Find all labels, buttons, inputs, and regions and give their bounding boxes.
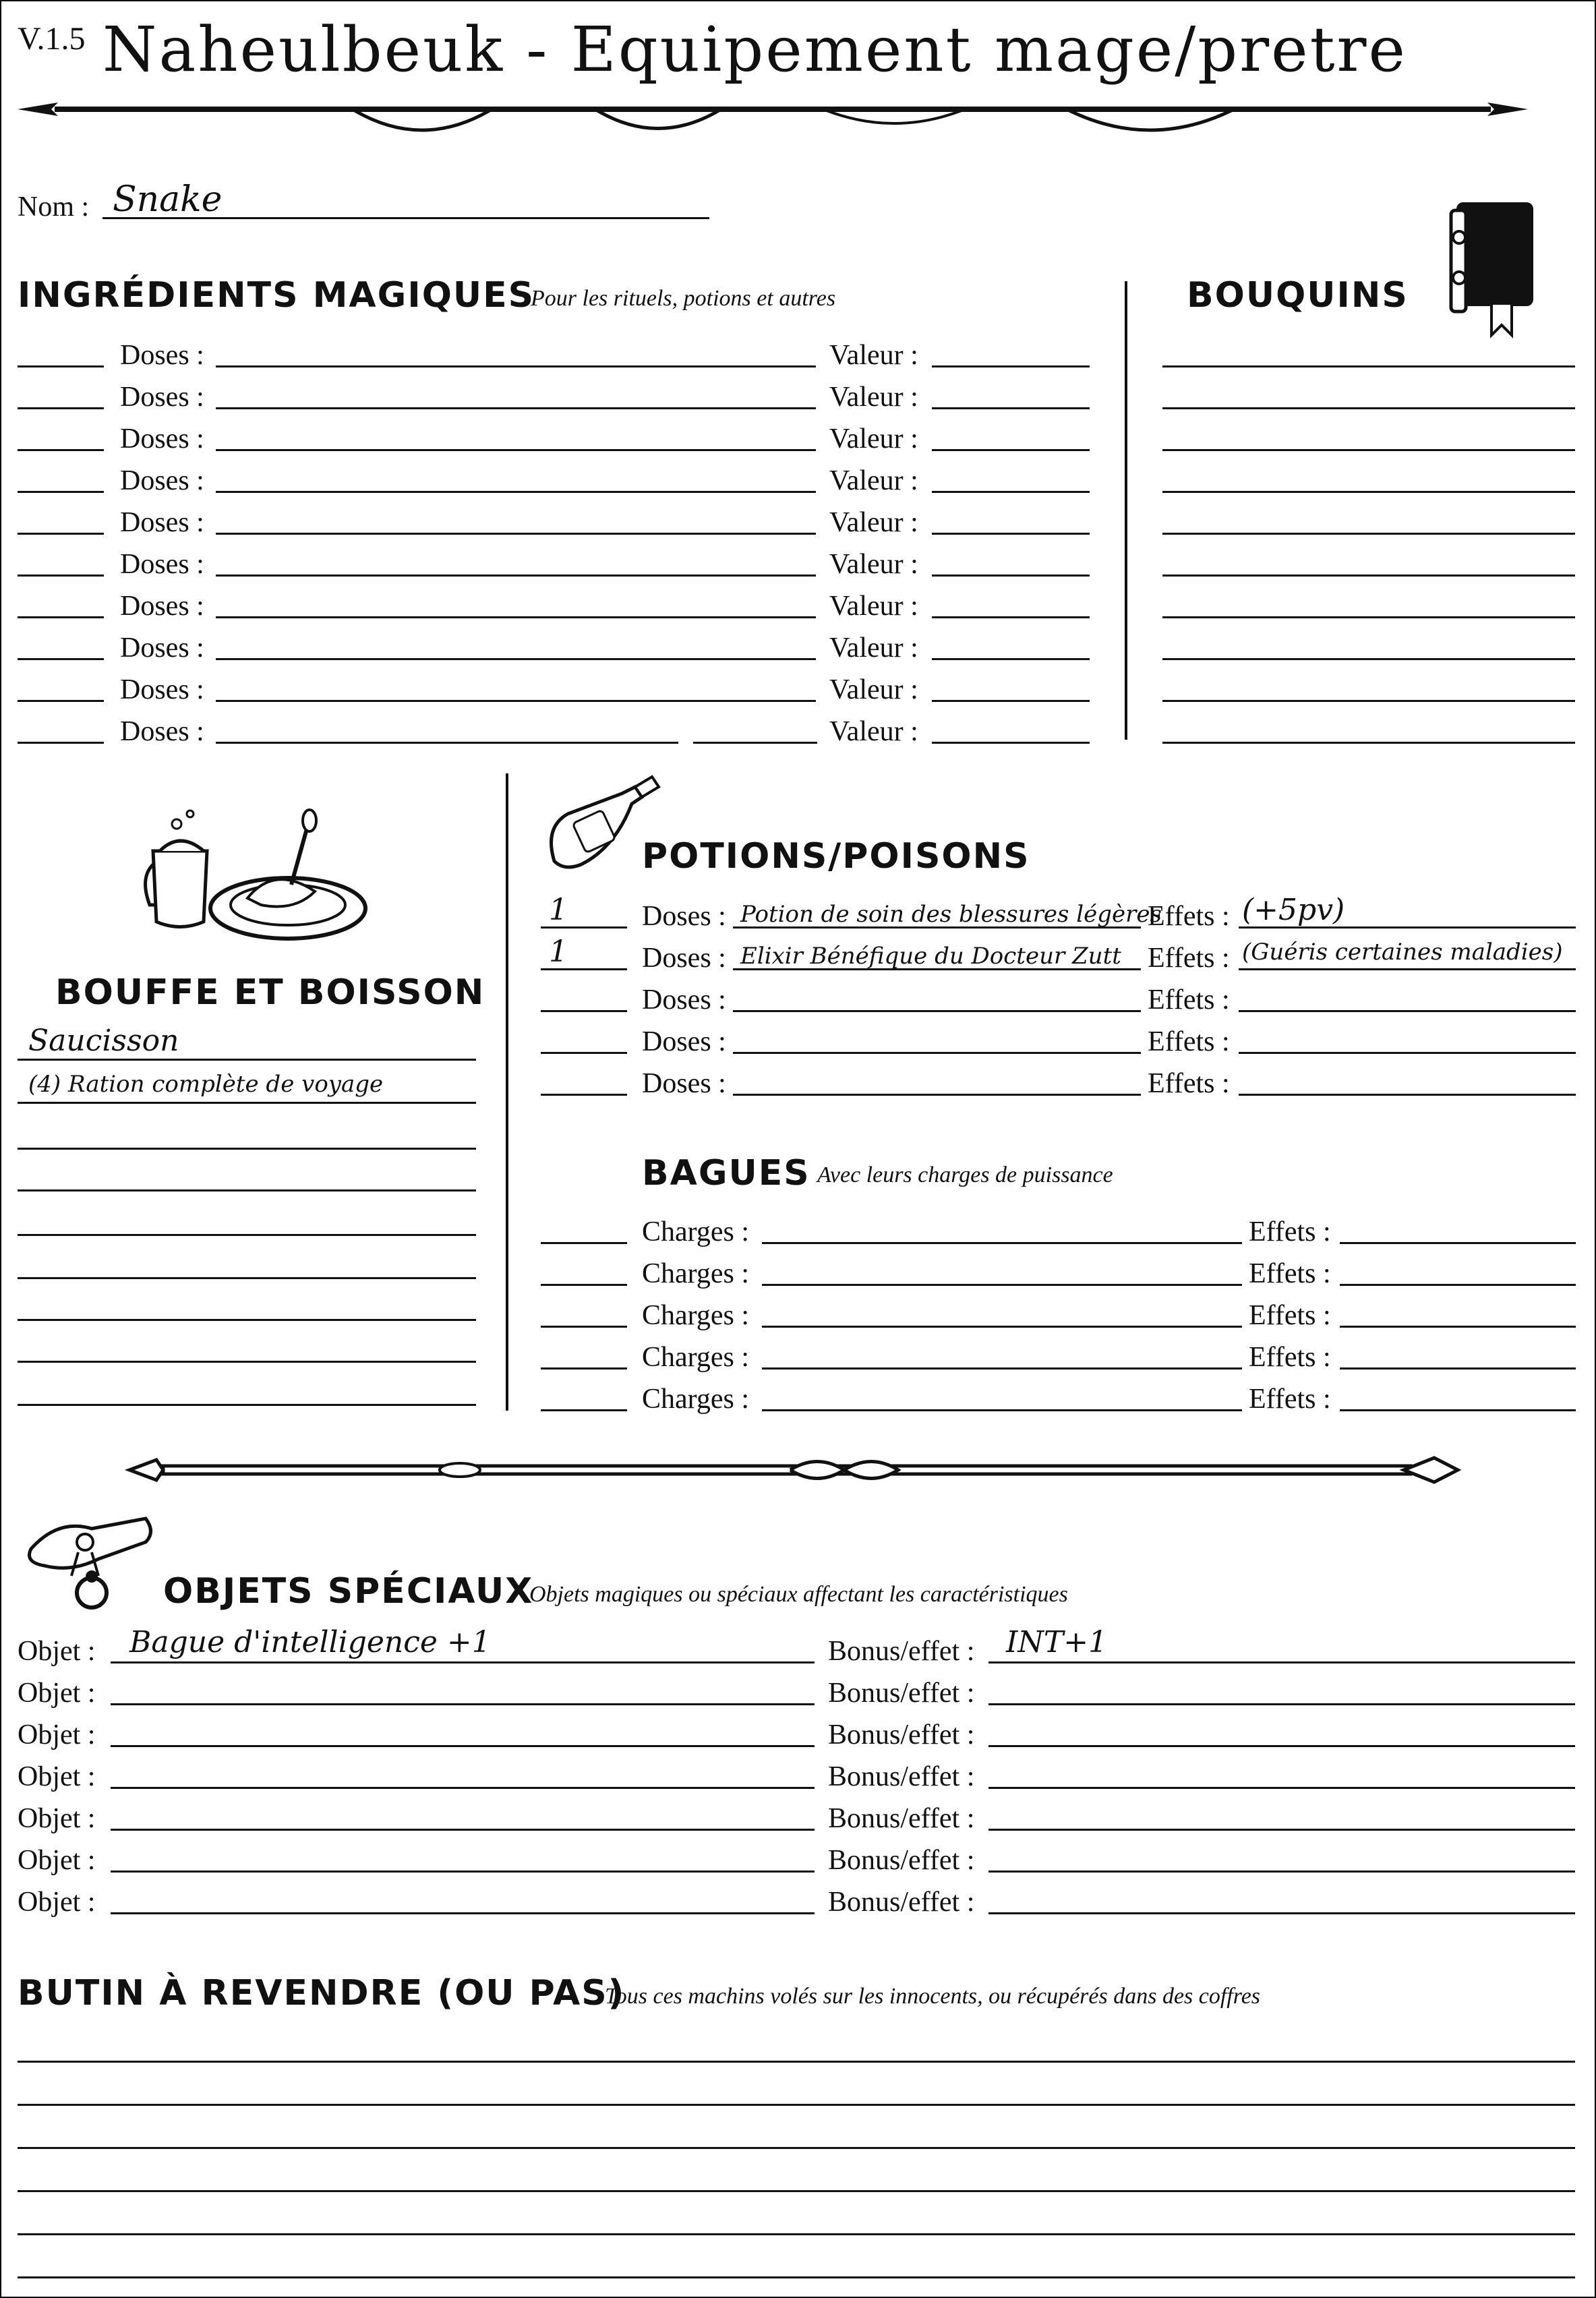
bague-qty-line[interactable]: [541, 1409, 627, 1411]
bouffe-line[interactable]: [18, 1319, 476, 1321]
bouffe-line[interactable]: [18, 1148, 476, 1150]
ingredient-name-line[interactable]: [216, 407, 816, 409]
ingredient-value-line[interactable]: [932, 658, 1090, 660]
bague-effect-line[interactable]: [1340, 1409, 1576, 1411]
doses-label: Doses :: [642, 943, 726, 974]
bonus-label: Bonus/effet :: [828, 1761, 975, 1792]
doses-label: Doses :: [120, 549, 204, 580]
ingredient-name-line[interactable]: [216, 365, 816, 367]
bouffe-entry[interactable]: (4) Ration complète de voyage: [28, 1071, 384, 1098]
valeur-label: Valeur :: [829, 549, 918, 580]
doses-label: Doses :: [642, 1068, 726, 1099]
valeur-label: Valeur :: [829, 591, 918, 622]
doses-label: Doses :: [642, 1026, 726, 1057]
name-label: Nom :: [18, 192, 90, 223]
ingredient-value-line[interactable]: [932, 449, 1090, 451]
objet-label: Objet :: [18, 1803, 96, 1834]
potion-name-line[interactable]: [733, 968, 1141, 970]
ingredient-name-line[interactable]: [216, 700, 816, 702]
ingredient-qty-line[interactable]: [18, 449, 104, 451]
ingredient-value-line[interactable]: [932, 533, 1090, 535]
potion-name-line[interactable]: [733, 1010, 1141, 1012]
objet-name-line[interactable]: [111, 1912, 815, 1914]
valeur-label: Valeur :: [829, 632, 918, 664]
ingredient-name-line[interactable]: [216, 533, 816, 535]
bague-effect-line[interactable]: [1340, 1326, 1576, 1328]
objet-name-line[interactable]: [111, 1661, 815, 1663]
bonus-label: Bonus/effet :: [828, 1636, 975, 1667]
valeur-label: Valeur :: [829, 382, 918, 413]
charges-label: Charges :: [642, 1384, 750, 1415]
bouquin-line[interactable]: [1162, 491, 1575, 493]
staff-divider-icon: [129, 1450, 1461, 1490]
bague-charges-line[interactable]: [762, 1409, 1242, 1411]
potion-effect-line[interactable]: [1239, 926, 1576, 929]
ingredient-name-line[interactable]: [693, 742, 817, 744]
name-value[interactable]: Snake: [113, 179, 223, 220]
bouquin-line[interactable]: [1162, 449, 1575, 451]
effets-label: Effets :: [1148, 943, 1230, 974]
butin-line[interactable]: [18, 2233, 1575, 2235]
ingredient-value-line[interactable]: [932, 742, 1090, 744]
potion-effect[interactable]: (+5pv): [1242, 893, 1345, 927]
doses-label: Doses :: [120, 632, 204, 664]
bouquin-line[interactable]: [1162, 574, 1575, 577]
bouquin-line[interactable]: [1162, 407, 1575, 409]
valeur-label: Valeur :: [829, 716, 918, 747]
bouquin-line[interactable]: [1162, 658, 1575, 660]
doses-label: Doses :: [120, 423, 204, 454]
valeur-label: Valeur :: [829, 674, 918, 705]
effets-label: Effets :: [1249, 1384, 1331, 1415]
version-label: V.1.5: [18, 21, 86, 57]
potion-name[interactable]: Potion de soin des blessures légères: [740, 901, 1162, 928]
bouffe-line[interactable]: [18, 1234, 476, 1236]
bouffe-line[interactable]: [18, 1404, 476, 1406]
potion-qty-line[interactable]: [541, 926, 627, 929]
bagues-heading: BAGUES: [642, 1153, 810, 1194]
ingredients-heading: INGRÉDIENTS MAGIQUES: [18, 275, 535, 316]
objets-subtitle: Objets magiques ou spéciaux affectant les caractéristiques: [529, 1582, 1068, 1607]
ingredient-qty-line[interactable]: [18, 700, 104, 702]
doses-label: Doses :: [120, 716, 204, 747]
potion-qty[interactable]: 1: [549, 893, 568, 927]
objet-bonus-line[interactable]: [988, 1661, 1575, 1663]
bague-charges-line[interactable]: [762, 1242, 1242, 1244]
ingredient-name-line[interactable]: [216, 616, 816, 618]
potion-effect-line[interactable]: [1239, 1052, 1576, 1054]
ingredient-name-line[interactable]: [216, 491, 816, 493]
potion-qty[interactable]: 1: [549, 935, 568, 969]
bague-effect-line[interactable]: [1340, 1284, 1576, 1286]
charges-label: Charges :: [642, 1300, 750, 1331]
potion-qty-line[interactable]: [541, 1094, 627, 1096]
ingredient-name-line[interactable]: [216, 742, 678, 744]
effets-label: Effets :: [1148, 901, 1230, 932]
spellbook-icon: [1438, 197, 1545, 338]
objet-bonus-line[interactable]: [988, 1787, 1575, 1789]
potion-name[interactable]: Elixir Bénéfique du Docteur Zutt: [740, 943, 1121, 970]
potion-name-line[interactable]: [733, 1052, 1141, 1054]
objet-bonus-line[interactable]: [988, 1829, 1575, 1831]
potion-qty-line[interactable]: [541, 968, 627, 970]
page-title: Naheulbeuk - Equipement mage/pretre: [102, 13, 1407, 86]
ingredient-value-line[interactable]: [932, 491, 1090, 493]
potion-qty-line[interactable]: [541, 1010, 627, 1012]
objet-name-line[interactable]: [111, 1703, 815, 1705]
bonus-label: Bonus/effet :: [828, 1803, 975, 1834]
bouquin-line[interactable]: [1162, 533, 1575, 535]
ingredient-value-line[interactable]: [932, 407, 1090, 409]
butin-line[interactable]: [18, 2147, 1575, 2149]
bague-charges-line[interactable]: [762, 1284, 1242, 1286]
ingredient-qty-line[interactable]: [18, 574, 104, 577]
objet-name[interactable]: Bague d'intelligence +1: [129, 1625, 491, 1659]
potion-effect-line[interactable]: [1239, 968, 1576, 970]
bouffe-line[interactable]: [18, 1102, 476, 1104]
objet-bonus-line[interactable]: [988, 1745, 1575, 1747]
bague-effect-line[interactable]: [1340, 1242, 1576, 1244]
doses-label: Doses :: [120, 382, 204, 413]
effets-label: Effets :: [1148, 1068, 1230, 1099]
bague-charges-line[interactable]: [762, 1326, 1242, 1328]
ingredient-qty-line[interactable]: [18, 365, 104, 367]
effets-label: Effets :: [1148, 1026, 1230, 1057]
objet-label: Objet :: [18, 1845, 96, 1876]
butin-line[interactable]: [18, 2190, 1575, 2192]
ingredient-qty-line[interactable]: [18, 407, 104, 409]
ingredients-subtitle: Pour les rituels, potions et autres: [531, 286, 836, 311]
potion-name-line[interactable]: [733, 1094, 1141, 1096]
objet-name-line[interactable]: [111, 1787, 815, 1789]
bouquins-heading: BOUQUINS: [1187, 275, 1409, 316]
objet-label: Objet :: [18, 1761, 96, 1792]
ingredient-qty-line[interactable]: [18, 616, 104, 618]
ingredient-name-line[interactable]: [216, 574, 816, 577]
ingredient-value-line[interactable]: [932, 700, 1090, 702]
objet-bonus-line[interactable]: [988, 1912, 1575, 1914]
potion-effect[interactable]: (Guéris certaines maladies): [1242, 939, 1563, 966]
ingredient-value-line[interactable]: [932, 365, 1090, 367]
charges-label: Charges :: [642, 1216, 750, 1247]
bouquin-line[interactable]: [1162, 616, 1575, 618]
valeur-label: Valeur :: [829, 340, 918, 371]
objet-label: Objet :: [18, 1636, 96, 1667]
bague-charges-line[interactable]: [762, 1367, 1242, 1369]
spear-divider-icon: [18, 89, 1528, 143]
bouquin-line[interactable]: [1162, 742, 1575, 744]
objet-name-line[interactable]: [111, 1745, 815, 1747]
bague-effect-line[interactable]: [1340, 1367, 1576, 1369]
doses-label: Doses :: [120, 465, 204, 496]
butin-line[interactable]: [18, 2061, 1575, 2063]
effets-label: Effets :: [1249, 1216, 1331, 1247]
bouffe-line[interactable]: [18, 1059, 476, 1061]
charges-label: Charges :: [642, 1342, 750, 1373]
objet-label: Objet :: [18, 1887, 96, 1918]
objet-name-line[interactable]: [111, 1870, 815, 1873]
ingredient-value-line[interactable]: [932, 616, 1090, 618]
potion-qty-line[interactable]: [541, 1052, 627, 1054]
bouquin-line[interactable]: [1162, 365, 1575, 367]
doses-label: Doses :: [120, 591, 204, 622]
valeur-label: Valeur :: [829, 507, 918, 538]
objet-label: Objet :: [18, 1678, 96, 1709]
butin-line[interactable]: [18, 2276, 1575, 2278]
bonus-label: Bonus/effet :: [828, 1719, 975, 1750]
objet-bonus-line[interactable]: [988, 1870, 1575, 1873]
bouffe-line[interactable]: [18, 1361, 476, 1363]
scroll-and-ring-icon: [18, 1512, 159, 1620]
objet-label: Objet :: [18, 1719, 96, 1750]
mug-and-plate-icon: [140, 804, 376, 945]
bague-qty-line[interactable]: [541, 1326, 627, 1328]
effets-label: Effets :: [1249, 1258, 1331, 1289]
butin-line[interactable]: [18, 2104, 1575, 2106]
ingredient-value-line[interactable]: [932, 574, 1090, 577]
ingredient-qty-line[interactable]: [18, 742, 104, 744]
bague-qty-line[interactable]: [541, 1367, 627, 1369]
bagues-subtitle: Avec leurs charges de puissance: [817, 1162, 1113, 1187]
doses-label: Doses :: [642, 901, 726, 932]
potion-effect-line[interactable]: [1239, 1010, 1576, 1012]
bonus-label: Bonus/effet :: [828, 1678, 975, 1709]
valeur-label: Valeur :: [829, 465, 918, 496]
potions-heading: POTIONS/POISONS: [642, 836, 1030, 877]
ingredient-name-line[interactable]: [216, 658, 816, 660]
ingredient-qty-line[interactable]: [18, 533, 104, 535]
objets-heading: OBJETS SPÉCIAUX: [163, 1571, 534, 1612]
objet-bonus-line[interactable]: [988, 1703, 1575, 1705]
potion-effect-line[interactable]: [1239, 1094, 1576, 1096]
bouquin-line[interactable]: [1162, 700, 1575, 702]
valeur-label: Valeur :: [829, 423, 918, 454]
bonus-label: Bonus/effet :: [828, 1887, 975, 1918]
bouffe-heading: BOUFFE ET BOISSON: [55, 972, 485, 1013]
charges-label: Charges :: [642, 1258, 750, 1289]
ingredient-name-line[interactable]: [216, 449, 816, 451]
bague-qty-line[interactable]: [541, 1284, 627, 1286]
butin-subtitle: Tous ces machins volés sur les innocents, ou récupérés dans des coffres: [605, 1984, 1261, 2009]
bonus-label: Bonus/effet :: [828, 1845, 975, 1876]
objet-name-line[interactable]: [111, 1829, 815, 1831]
effets-label: Effets :: [1249, 1300, 1331, 1331]
ingredient-qty-line[interactable]: [18, 658, 104, 660]
bouffe-line[interactable]: [18, 1189, 476, 1191]
doses-label: Doses :: [642, 984, 726, 1015]
potion-name-line[interactable]: [733, 926, 1141, 929]
bouffe-entry[interactable]: Saucisson: [28, 1024, 179, 1058]
bague-qty-line[interactable]: [541, 1242, 627, 1244]
effets-label: Effets :: [1148, 984, 1230, 1015]
bouffe-line[interactable]: [18, 1277, 476, 1279]
doses-label: Doses :: [120, 674, 204, 705]
butin-heading: BUTIN À REVENDRE (OU PAS): [18, 1973, 626, 2013]
objet-bonus[interactable]: INT+1: [1006, 1625, 1108, 1659]
effets-label: Effets :: [1249, 1342, 1331, 1373]
doses-label: Doses :: [120, 507, 204, 538]
doses-label: Doses :: [120, 340, 204, 371]
ingredient-qty-line[interactable]: [18, 491, 104, 493]
